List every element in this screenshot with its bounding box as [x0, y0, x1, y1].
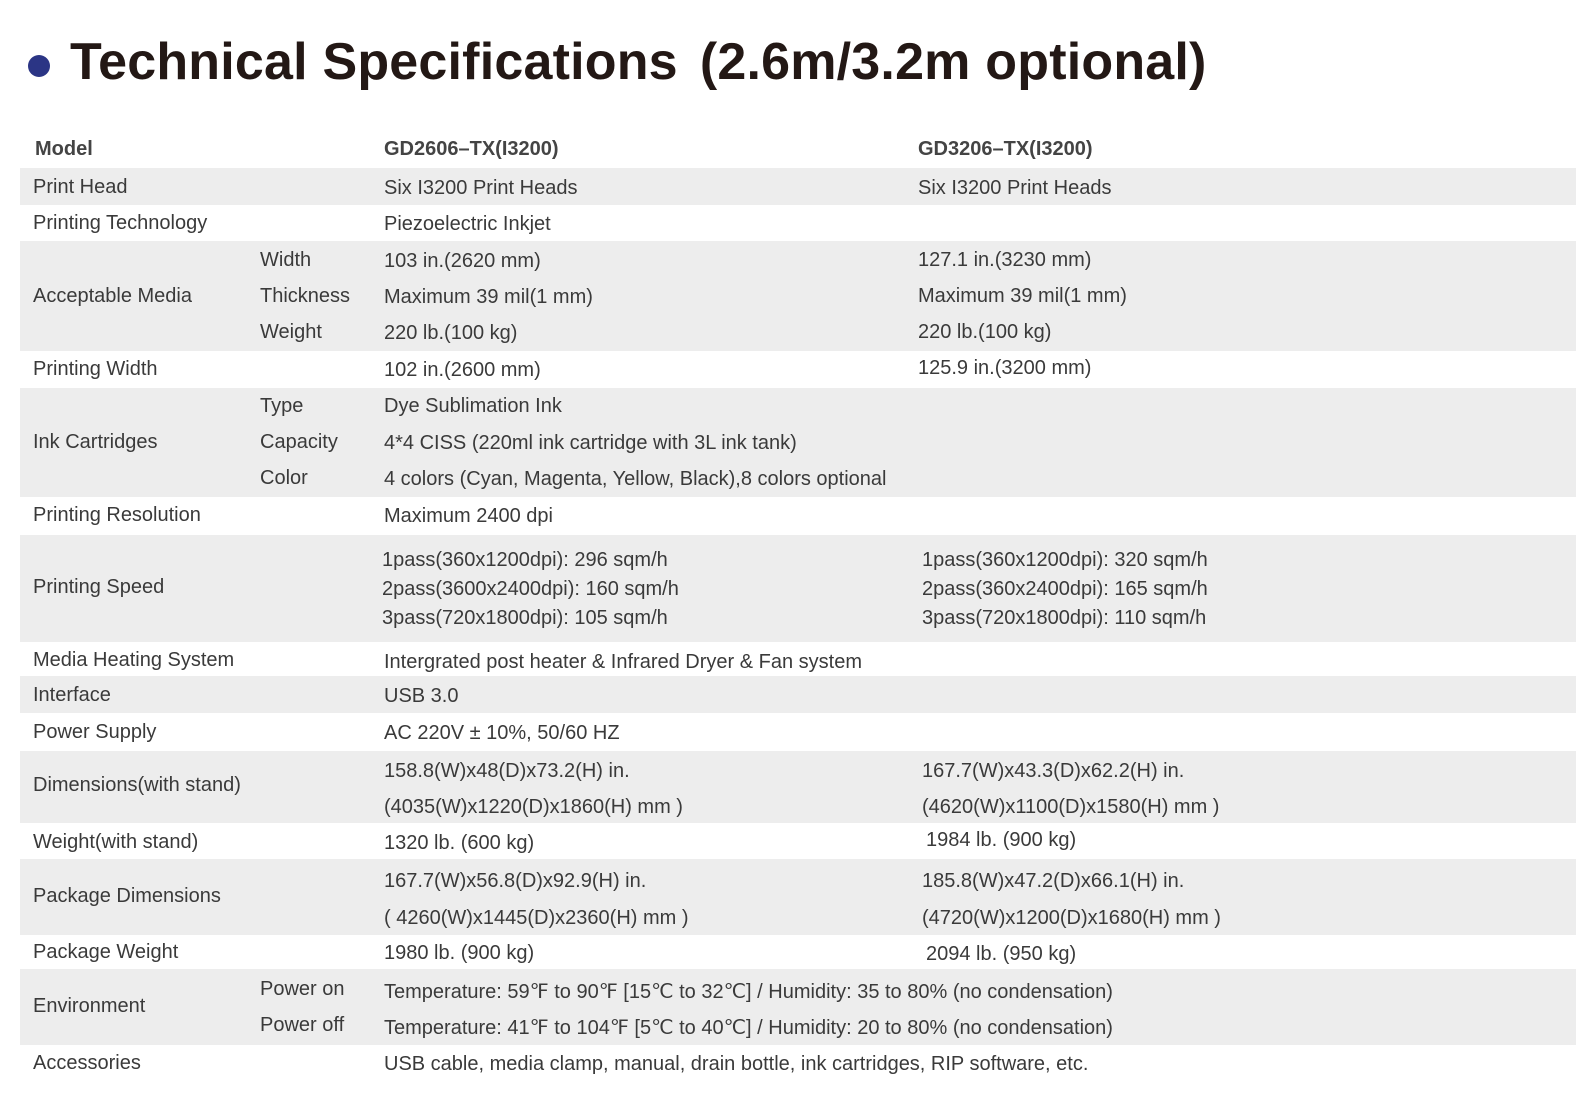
row-value-a: 4*4 CISS (220ml ink cartridge with 3L ink tank) [384, 432, 797, 454]
row-label: Media Heating System [33, 649, 235, 671]
title-main: Technical Specifications [70, 33, 678, 91]
spec-table [20, 130, 1576, 1081]
page-title-block [28, 30, 1207, 94]
page-title [70, 32, 1207, 92]
row-sublabel: Thickness [260, 285, 351, 307]
table-row [20, 351, 1576, 388]
row-sublabel: Width [260, 249, 312, 271]
row-label: Printing Width [33, 358, 158, 380]
table-row [20, 751, 1576, 823]
row-value-b: Six I3200 Print Heads [918, 177, 1112, 199]
table-header-row [20, 130, 1576, 168]
table-row [20, 642, 1576, 676]
speed-a-line-1: 1pass(360x1200dpi): 296 sqm/h [382, 549, 668, 571]
row-label: Printing Resolution [33, 504, 201, 526]
package-dimensions-b-line-1: 185.8(W)x47.2(D)x66.1(H) in. [922, 870, 1185, 892]
row-value-b: 127.1 in.(3230 mm) [918, 249, 1092, 271]
package-dimensions-a-line-2: ( 4260(W)x1445(D)x2360(H) mm ) [384, 907, 689, 929]
table-row [20, 859, 1576, 935]
row-label: Dimensions(with stand) [33, 774, 241, 796]
row-label: Package Weight [33, 941, 179, 963]
header-model-label: Model [35, 138, 93, 160]
row-label: Accessories [33, 1052, 141, 1074]
table-row [20, 969, 1576, 1045]
row-value-a: Dye Sublimation Ink [384, 395, 562, 417]
row-value-a: Temperature: 59℉ to 90℉ [15℃ to 32℃] / Humidity: 35 to 80% (no condensation) [384, 981, 1113, 1003]
dimensions-b-line-1: 167.7(W)x43.3(D)x62.2(H) in. [922, 760, 1185, 782]
table-row [20, 713, 1576, 751]
table-row [20, 535, 1576, 642]
package-dimensions-a-line-1: 167.7(W)x56.8(D)x92.9(H) in. [384, 870, 647, 892]
table-row [20, 676, 1576, 713]
table-row [20, 1045, 1576, 1081]
row-value-a: Maximum 39 mil(1 mm) [384, 286, 593, 308]
row-value-a: 1320 lb. (600 kg) [384, 832, 535, 854]
row-value-a: USB 3.0 [384, 685, 459, 707]
row-value-b: Maximum 39 mil(1 mm) [918, 285, 1127, 307]
row-value-a: Intergrated post heater & Infrared Dryer & Fan system [384, 651, 862, 673]
title-subtitle: (2.6m/3.2m optional) [699, 33, 1207, 91]
row-sublabel: Capacity [260, 431, 338, 453]
table-row [20, 497, 1576, 535]
row-value-a: 1980 lb. (900 kg) [384, 942, 535, 964]
header-model-b: GD3206–TX(I3200) [918, 138, 1093, 160]
row-value-b: 1984 lb. (900 kg) [926, 829, 1077, 851]
row-sublabel: Color [260, 467, 308, 489]
dimensions-a-line-2: (4035(W)x1220(D)x1860(H) mm ) [384, 796, 683, 818]
speed-b-line-1: 1pass(360x1200dpi): 320 sqm/h [922, 549, 1208, 571]
speed-b-line-3: 3pass(720x1800dpi): 110 sqm/h [922, 607, 1207, 629]
row-value-a: 103 in.(2620 mm) [384, 250, 541, 272]
row-sublabel: Weight [260, 321, 322, 343]
package-dimensions-b-line-2: (4720(W)x1200(D)x1680(H) mm ) [922, 907, 1221, 929]
table-row [20, 388, 1576, 497]
speed-b-line-2: 2pass(360x2400dpi): 165 sqm/h [922, 578, 1208, 600]
row-label: Print Head [33, 176, 128, 198]
row-value-b: 220 lb.(100 kg) [918, 321, 1052, 343]
row-label: Printing Speed [33, 576, 165, 598]
speed-a-line-2: 2pass(3600x2400dpi): 160 sqm/h [382, 578, 679, 600]
row-value-a: 4 colors (Cyan, Magenta, Yellow, Black),8 colors optional [384, 468, 887, 490]
row-sublabel: Type [260, 395, 304, 417]
row-label: Power Supply [33, 721, 157, 743]
row-label: Ink Cartridges [33, 431, 158, 453]
table-row [20, 205, 1576, 241]
bullet-dot-icon [28, 55, 50, 77]
table-row [20, 241, 1576, 351]
row-value-a: Piezoelectric Inkjet [384, 213, 551, 235]
table-row [20, 935, 1576, 969]
row-label: Interface [33, 684, 111, 706]
row-value-a: USB cable, media clamp, manual, drain bottle, ink cartridges, RIP software, etc. [384, 1053, 1089, 1075]
header-model-a: GD2606–TX(I3200) [384, 138, 559, 160]
row-value-a: 220 lb.(100 kg) [384, 322, 518, 344]
dimensions-b-line-2: (4620(W)x1100(D)x1580(H) mm ) [922, 796, 1220, 818]
row-label: Weight(with stand) [33, 831, 199, 853]
row-value-a: Six I3200 Print Heads [384, 177, 578, 199]
table-row [20, 168, 1576, 205]
row-value-b: 2094 lb. (950 kg) [926, 943, 1077, 965]
row-label: Acceptable Media [33, 285, 192, 307]
row-value-a: Temperature: 41℉ to 104℉ [5℃ to 40℃] / Humidity: 20 to 80% (no condensation) [384, 1017, 1113, 1039]
row-sublabel: Power on [260, 978, 345, 1000]
row-value-a: Maximum 2400 dpi [384, 505, 553, 527]
speed-a-line-3: 3pass(720x1800dpi): 105 sqm/h [382, 607, 668, 629]
row-label: Package Dimensions [33, 885, 221, 907]
row-value-a: AC 220V ± 10%, 50/60 HZ [384, 722, 620, 744]
row-sublabel: Power off [260, 1014, 345, 1036]
dimensions-a-line-1: 158.8(W)x48(D)x73.2(H) in. [384, 760, 630, 782]
row-label: Printing Technology [33, 212, 208, 234]
table-row [20, 823, 1576, 859]
row-value-a: 102 in.(2600 mm) [384, 359, 541, 381]
row-label: Environment [33, 995, 146, 1017]
row-value-b: 125.9 in.(3200 mm) [918, 357, 1092, 379]
